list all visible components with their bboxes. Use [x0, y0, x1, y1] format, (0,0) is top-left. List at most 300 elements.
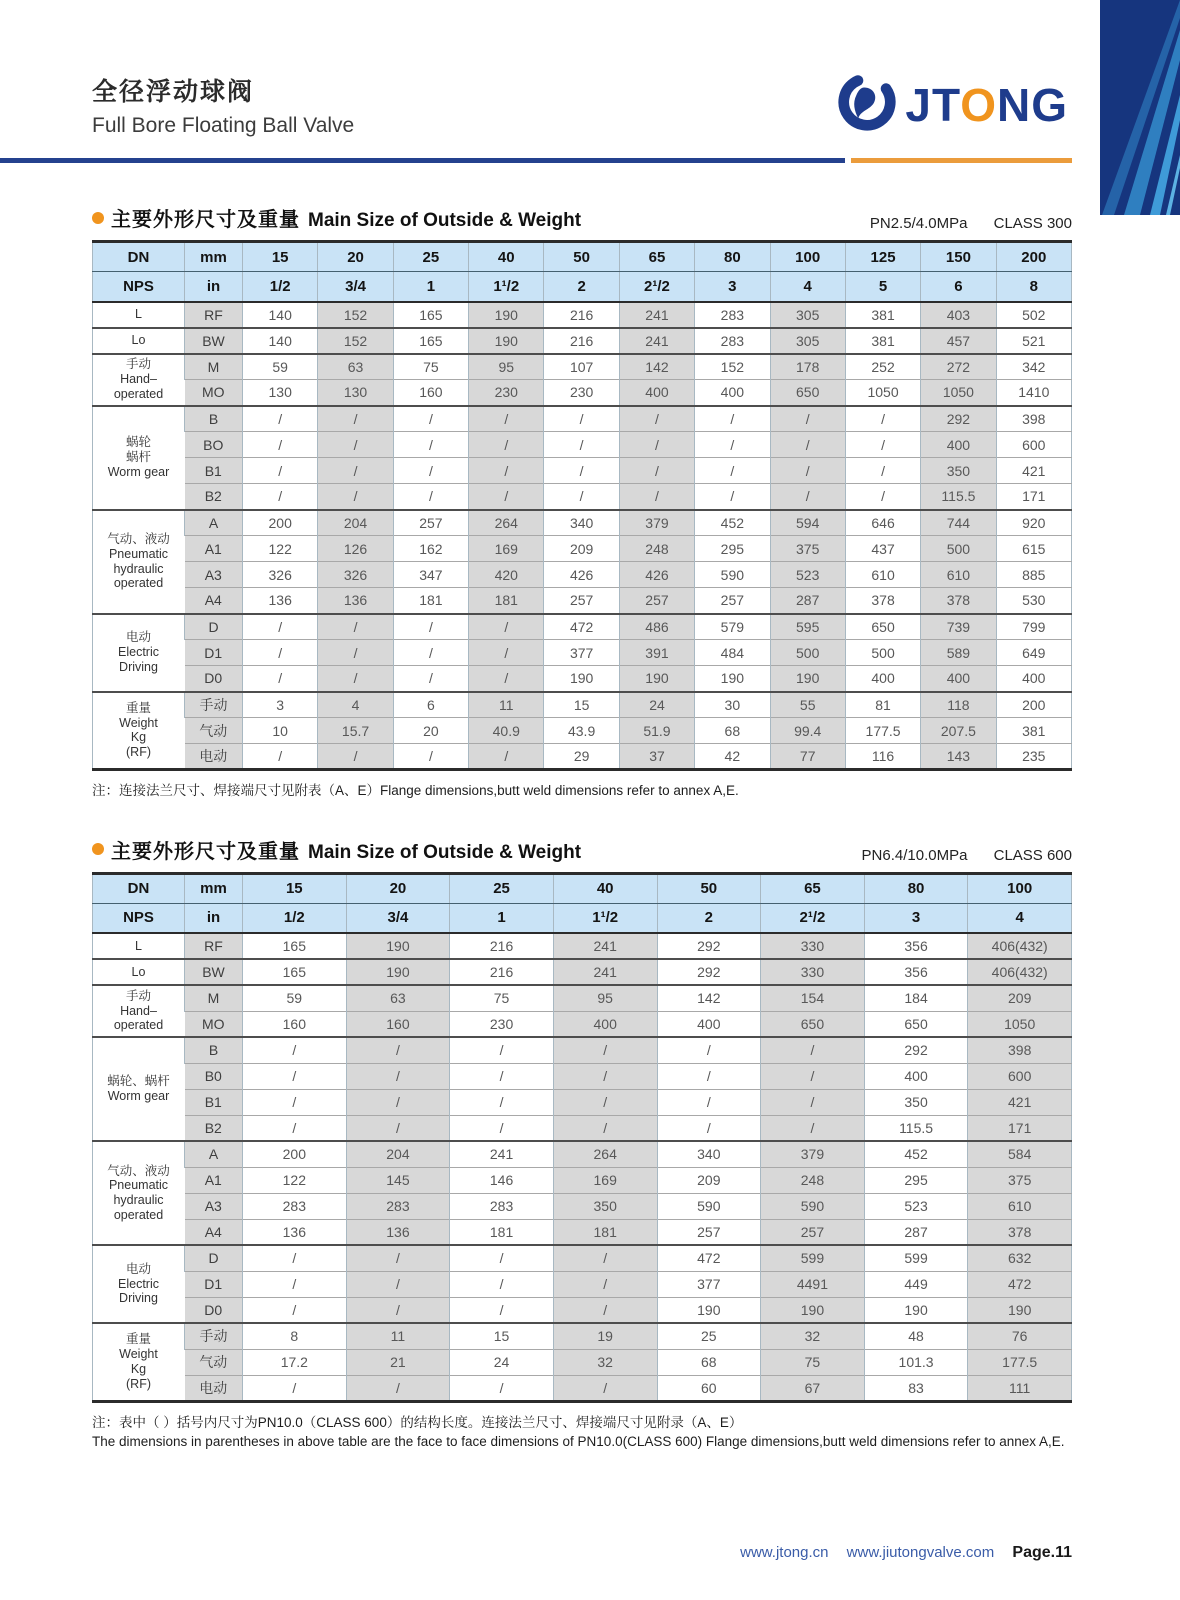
value-cell: /	[450, 1297, 554, 1323]
value-cell: 381	[996, 718, 1071, 744]
value-cell: 190	[346, 933, 450, 959]
section-title-zh: 主要外形尺寸及重量	[111, 209, 300, 231]
value-cell: 40.9	[469, 718, 544, 744]
value-cell: 650	[845, 614, 920, 640]
header-divider	[0, 158, 1180, 163]
value-cell: /	[393, 406, 468, 432]
value-cell: 140	[243, 302, 318, 328]
table-row	[93, 380, 1072, 406]
value-cell: 11	[469, 692, 544, 718]
value-cell: 20	[393, 718, 468, 744]
value-cell: 272	[921, 354, 996, 380]
value-cell: /	[845, 484, 920, 510]
value-cell: 589	[921, 640, 996, 666]
value-cell: 283	[695, 302, 770, 328]
value-cell: 350	[553, 1193, 657, 1219]
value-cell: 421	[968, 1089, 1072, 1115]
value-cell: 381	[845, 328, 920, 354]
table-row	[93, 406, 1072, 432]
value-cell: 292	[921, 406, 996, 432]
section-title-en: Main Size of Outside & Weight	[308, 841, 582, 863]
value-cell: 95	[469, 354, 544, 380]
group-label: 气动、液动 Pneumatic hydraulic operated	[93, 1141, 185, 1245]
value-cell: 216	[544, 328, 619, 354]
dn-size-header: 65	[619, 242, 694, 272]
group-label: 电动 Electric Driving	[93, 614, 185, 692]
value-cell: 292	[657, 933, 761, 959]
value-cell: 111	[968, 1375, 1072, 1401]
class-rating: CLASS 300	[993, 215, 1072, 232]
value-cell: 37	[619, 744, 694, 770]
row-code: 手动	[185, 1323, 243, 1349]
value-cell: 181	[553, 1219, 657, 1245]
value-cell: /	[393, 432, 468, 458]
value-cell: /	[243, 666, 318, 692]
table-row	[93, 718, 1072, 744]
value-cell: /	[243, 1037, 347, 1063]
note-class600	[92, 1413, 1087, 1452]
row-code: BW	[185, 328, 243, 354]
value-cell: 340	[544, 510, 619, 536]
value-cell: 59	[243, 985, 347, 1011]
value-cell: 500	[770, 640, 845, 666]
value-cell: 426	[619, 562, 694, 588]
row-code: B1	[185, 1089, 243, 1115]
value-cell: 500	[845, 640, 920, 666]
page-header	[0, 0, 1180, 163]
value-cell: 216	[544, 302, 619, 328]
nps-size-header: 3	[695, 272, 770, 302]
table-row	[93, 458, 1072, 484]
value-cell: /	[346, 1271, 450, 1297]
value-cell: 426	[544, 562, 619, 588]
value-cell: 650	[761, 1011, 865, 1037]
value-cell: 305	[770, 302, 845, 328]
dn-size-header: 25	[393, 242, 468, 272]
value-cell: 599	[864, 1245, 968, 1271]
value-cell: 99.4	[770, 718, 845, 744]
table-row	[93, 588, 1072, 614]
value-cell: 67	[761, 1375, 865, 1401]
value-cell: /	[318, 432, 393, 458]
value-cell: 122	[243, 1167, 347, 1193]
value-cell: 177.5	[968, 1349, 1072, 1375]
value-cell: /	[450, 1037, 554, 1063]
nps-size-header: 3/4	[318, 272, 393, 302]
dn-size-header: 20	[318, 242, 393, 272]
table-row	[93, 1089, 1072, 1115]
value-cell: 77	[770, 744, 845, 770]
group-label: 气动、液动 Pneumatic hydraulic operated	[93, 510, 185, 614]
bullet-icon	[92, 212, 104, 224]
value-cell: /	[845, 432, 920, 458]
value-cell: 452	[695, 510, 770, 536]
nps-size-header: 6	[921, 272, 996, 302]
row-code: B	[185, 1037, 243, 1063]
table-header-row	[93, 873, 1072, 903]
value-cell: 356	[864, 933, 968, 959]
value-cell: 55	[770, 692, 845, 718]
value-cell: /	[553, 1375, 657, 1401]
value-cell: 122	[243, 536, 318, 562]
value-cell: 10	[243, 718, 318, 744]
row-code: 气动	[185, 1349, 243, 1375]
table-row	[93, 666, 1072, 692]
divider-orange-segment	[851, 158, 1072, 163]
row-code: A3	[185, 1193, 243, 1219]
value-cell: 283	[346, 1193, 450, 1219]
nps-size-header: 2	[544, 272, 619, 302]
value-cell: /	[553, 1089, 657, 1115]
row-code: RF	[185, 933, 243, 959]
link-jtong-cn[interactable]: www.jtong.cn	[740, 1544, 829, 1561]
value-cell: 579	[695, 614, 770, 640]
table-row	[93, 1167, 1072, 1193]
value-cell: 377	[544, 640, 619, 666]
value-cell: /	[770, 458, 845, 484]
dn-size-header: 65	[761, 873, 865, 903]
nps-size-header: 1/2	[243, 903, 347, 933]
in-header: in	[185, 903, 243, 933]
value-cell: /	[619, 458, 694, 484]
nps-size-header: 3/4	[346, 903, 450, 933]
nps-size-header: 3	[864, 903, 968, 933]
value-cell: 342	[996, 354, 1071, 380]
dn-size-header: 125	[845, 242, 920, 272]
row-code: D	[185, 1245, 243, 1271]
value-cell: 739	[921, 614, 996, 640]
value-cell: 241	[450, 1141, 554, 1167]
value-cell: 292	[657, 959, 761, 985]
value-cell: 154	[761, 985, 865, 1011]
value-cell: 169	[469, 536, 544, 562]
value-cell: 400	[553, 1011, 657, 1037]
value-cell: 305	[770, 328, 845, 354]
value-cell: 30	[695, 692, 770, 718]
row-code: A	[185, 1141, 243, 1167]
value-cell: 403	[921, 302, 996, 328]
row-code: 气动	[185, 718, 243, 744]
value-cell: 165	[393, 328, 468, 354]
value-cell: 400	[921, 666, 996, 692]
value-cell: 101.3	[864, 1349, 968, 1375]
group-label: 手动 Hand– operated	[93, 354, 185, 406]
value-cell: 610	[968, 1193, 1072, 1219]
value-cell: 472	[657, 1245, 761, 1271]
nps-size-header: 2¹/2	[761, 903, 865, 933]
value-cell: 452	[864, 1141, 968, 1167]
link-jiutongvalve-com[interactable]: www.jiutongvalve.com	[846, 1544, 995, 1561]
value-cell: 152	[695, 354, 770, 380]
section-title-en: Main Size of Outside & Weight	[308, 210, 582, 231]
value-cell: /	[393, 458, 468, 484]
value-cell: 115.5	[864, 1115, 968, 1141]
value-cell: 68	[695, 718, 770, 744]
dn-size-header: 25	[450, 873, 554, 903]
value-cell: 29	[544, 744, 619, 770]
row-code: D0	[185, 666, 243, 692]
bullet-icon	[92, 843, 104, 855]
value-cell: 600	[996, 432, 1071, 458]
value-cell: 590	[657, 1193, 761, 1219]
value-cell: /	[544, 406, 619, 432]
table-row	[93, 1011, 1072, 1037]
value-cell: 523	[864, 1193, 968, 1219]
value-cell: /	[619, 484, 694, 510]
value-cell: 190	[469, 302, 544, 328]
value-cell: 4491	[761, 1271, 865, 1297]
nps-size-header: 5	[845, 272, 920, 302]
value-cell: 107	[544, 354, 619, 380]
value-cell: 283	[450, 1193, 554, 1219]
value-cell: 177.5	[845, 718, 920, 744]
dn-size-header: 200	[996, 242, 1071, 272]
value-cell: 610	[921, 562, 996, 588]
value-cell: 190	[968, 1297, 1072, 1323]
group-label: L	[93, 933, 185, 959]
value-cell: 6	[393, 692, 468, 718]
value-cell: 209	[968, 985, 1072, 1011]
value-cell: 24	[619, 692, 694, 718]
value-cell: /	[761, 1089, 865, 1115]
value-cell: 184	[864, 985, 968, 1011]
value-cell: /	[243, 484, 318, 510]
value-cell: 95	[553, 985, 657, 1011]
value-cell: 160	[393, 380, 468, 406]
value-cell: /	[318, 640, 393, 666]
table-row	[93, 1245, 1072, 1271]
table-class300	[92, 240, 1088, 771]
value-cell: 81	[845, 692, 920, 718]
value-cell: 200	[243, 510, 318, 536]
pressure-rating: PN2.5/4.0MPa	[869, 215, 968, 232]
value-cell: /	[243, 1271, 347, 1297]
value-cell: 378	[968, 1219, 1072, 1245]
table-row	[93, 1063, 1072, 1089]
value-cell: 11	[346, 1323, 450, 1349]
value-cell: 584	[968, 1141, 1072, 1167]
nps-size-header: 4	[770, 272, 845, 302]
value-cell: 59	[243, 354, 318, 380]
table-row	[93, 692, 1072, 718]
row-code: B2	[185, 1115, 243, 1141]
value-cell: 347	[393, 562, 468, 588]
value-cell: /	[318, 666, 393, 692]
row-code: A1	[185, 1167, 243, 1193]
row-code: B0	[185, 1063, 243, 1089]
value-cell: 421	[996, 458, 1071, 484]
value-cell: 204	[318, 510, 393, 536]
value-cell: /	[544, 484, 619, 510]
value-cell: /	[770, 432, 845, 458]
value-cell: 472	[968, 1271, 1072, 1297]
pressure-rating: PN6.4/10.0MPa	[861, 846, 968, 864]
value-cell: 375	[770, 536, 845, 562]
group-label: 电动 Electric Driving	[93, 1245, 185, 1323]
value-cell: 32	[553, 1349, 657, 1375]
value-cell: 486	[619, 614, 694, 640]
value-cell: 610	[845, 562, 920, 588]
value-cell: /	[243, 1245, 347, 1271]
table-row	[93, 933, 1072, 959]
dn-size-header: 50	[544, 242, 619, 272]
value-cell: /	[318, 744, 393, 770]
value-cell: 136	[243, 588, 318, 614]
value-cell: 264	[469, 510, 544, 536]
value-cell: 146	[450, 1167, 554, 1193]
value-cell: 257	[657, 1219, 761, 1245]
value-cell: 590	[695, 562, 770, 588]
value-cell: 1050	[921, 380, 996, 406]
value-cell: 330	[761, 959, 865, 985]
value-cell: 356	[864, 959, 968, 985]
value-cell: 165	[243, 959, 347, 985]
value-cell: 650	[770, 380, 845, 406]
dimension-table	[92, 872, 1072, 1403]
row-code: D1	[185, 1271, 243, 1297]
value-cell: 248	[619, 536, 694, 562]
value-cell: /	[469, 432, 544, 458]
value-cell: 162	[393, 536, 468, 562]
value-cell: /	[553, 1063, 657, 1089]
dn-size-header: 20	[346, 873, 450, 903]
value-cell: /	[657, 1089, 761, 1115]
value-cell: /	[346, 1037, 450, 1063]
table-row	[93, 1193, 1072, 1219]
value-cell: 190	[619, 666, 694, 692]
page-title-zh: 全径浮动球阀	[92, 78, 255, 106]
value-cell: 51.9	[619, 718, 694, 744]
value-cell: 530	[996, 588, 1071, 614]
value-cell: 594	[770, 510, 845, 536]
value-cell: 375	[968, 1167, 1072, 1193]
value-cell: 885	[996, 562, 1071, 588]
value-cell: /	[469, 484, 544, 510]
nps-size-header: 1	[450, 903, 554, 933]
value-cell: 200	[243, 1141, 347, 1167]
group-label: 蜗轮 蜗杆 Worm gear	[93, 406, 185, 510]
value-cell: 171	[968, 1115, 1072, 1141]
value-cell: 160	[243, 1011, 347, 1037]
value-cell: /	[243, 432, 318, 458]
value-cell: 521	[996, 328, 1071, 354]
dn-size-header: 100	[968, 873, 1072, 903]
value-cell: 178	[770, 354, 845, 380]
value-cell: /	[243, 744, 318, 770]
value-cell: 165	[393, 302, 468, 328]
value-cell: /	[450, 1375, 554, 1401]
page-title-en: Full Bore Floating Ball Valve	[92, 114, 355, 137]
row-code: 电动	[185, 744, 243, 770]
value-cell: 646	[845, 510, 920, 536]
value-cell: 257	[761, 1219, 865, 1245]
value-cell: /	[469, 640, 544, 666]
value-cell: /	[695, 484, 770, 510]
group-label: 重量 Weight Kg (RF)	[93, 692, 185, 770]
value-cell: 207.5	[921, 718, 996, 744]
value-cell: 457	[921, 328, 996, 354]
value-cell: 130	[243, 380, 318, 406]
value-cell: 3	[243, 692, 318, 718]
value-cell: /	[393, 744, 468, 770]
group-label: 手动 Hand– operated	[93, 985, 185, 1037]
value-cell: 799	[996, 614, 1071, 640]
value-cell: 140	[243, 328, 318, 354]
value-cell: 1050	[968, 1011, 1072, 1037]
value-cell: 142	[619, 354, 694, 380]
value-cell: 25	[657, 1323, 761, 1349]
value-cell: /	[346, 1297, 450, 1323]
value-cell: /	[657, 1063, 761, 1089]
table-row	[93, 959, 1072, 985]
nps-size-header: 2¹/2	[619, 272, 694, 302]
dn-header: DN	[93, 242, 185, 272]
value-cell: 136	[346, 1219, 450, 1245]
value-cell: 295	[695, 536, 770, 562]
value-cell: 190	[346, 959, 450, 985]
value-cell: 17.2	[243, 1349, 347, 1375]
value-cell: 63	[318, 354, 393, 380]
table-header-row	[93, 903, 1072, 933]
value-cell: /	[346, 1245, 450, 1271]
value-cell: /	[243, 1089, 347, 1115]
table-row	[93, 484, 1072, 510]
value-cell: 406(432)	[968, 933, 1072, 959]
value-cell: 744	[921, 510, 996, 536]
value-cell: 241	[553, 959, 657, 985]
value-cell: 75	[450, 985, 554, 1011]
value-cell: 181	[393, 588, 468, 614]
value-cell: 160	[346, 1011, 450, 1037]
group-label: Lo	[93, 328, 185, 354]
value-cell: 264	[553, 1141, 657, 1167]
value-cell: 21	[346, 1349, 450, 1375]
value-cell: /	[450, 1089, 554, 1115]
value-cell: 200	[996, 692, 1071, 718]
value-cell: /	[553, 1297, 657, 1323]
value-cell: 400	[845, 666, 920, 692]
value-cell: 326	[318, 562, 393, 588]
value-cell: /	[243, 406, 318, 432]
dn-size-header: 15	[243, 242, 318, 272]
value-cell: 400	[921, 432, 996, 458]
table-header-row	[93, 272, 1072, 302]
value-cell: /	[553, 1245, 657, 1271]
value-cell: /	[657, 1037, 761, 1063]
value-cell: /	[450, 1271, 554, 1297]
value-cell: 118	[921, 692, 996, 718]
note-class600-en: The dimensions in parentheses in above table are the face to face dimensions of PN10.0(CLASS 600) Flange dimensions,butt weld dimensions refer to annex A,E.	[92, 1434, 1065, 1450]
in-header: in	[185, 272, 243, 302]
dimension-table	[92, 240, 1072, 771]
value-cell: 152	[318, 302, 393, 328]
value-cell: 381	[845, 302, 920, 328]
value-cell: 126	[318, 536, 393, 562]
value-cell: 378	[921, 588, 996, 614]
value-cell: 600	[968, 1063, 1072, 1089]
table-row	[93, 614, 1072, 640]
page-number: Page.11	[1012, 1544, 1072, 1561]
value-cell: 136	[243, 1219, 347, 1245]
value-cell: 1050	[845, 380, 920, 406]
value-cell: /	[469, 458, 544, 484]
value-cell: 400	[619, 380, 694, 406]
dn-size-header: 40	[469, 242, 544, 272]
logo-swirl-icon	[835, 70, 899, 139]
dn-size-header: 15	[243, 873, 347, 903]
nps-size-header: 1	[393, 272, 468, 302]
value-cell: 295	[864, 1167, 968, 1193]
